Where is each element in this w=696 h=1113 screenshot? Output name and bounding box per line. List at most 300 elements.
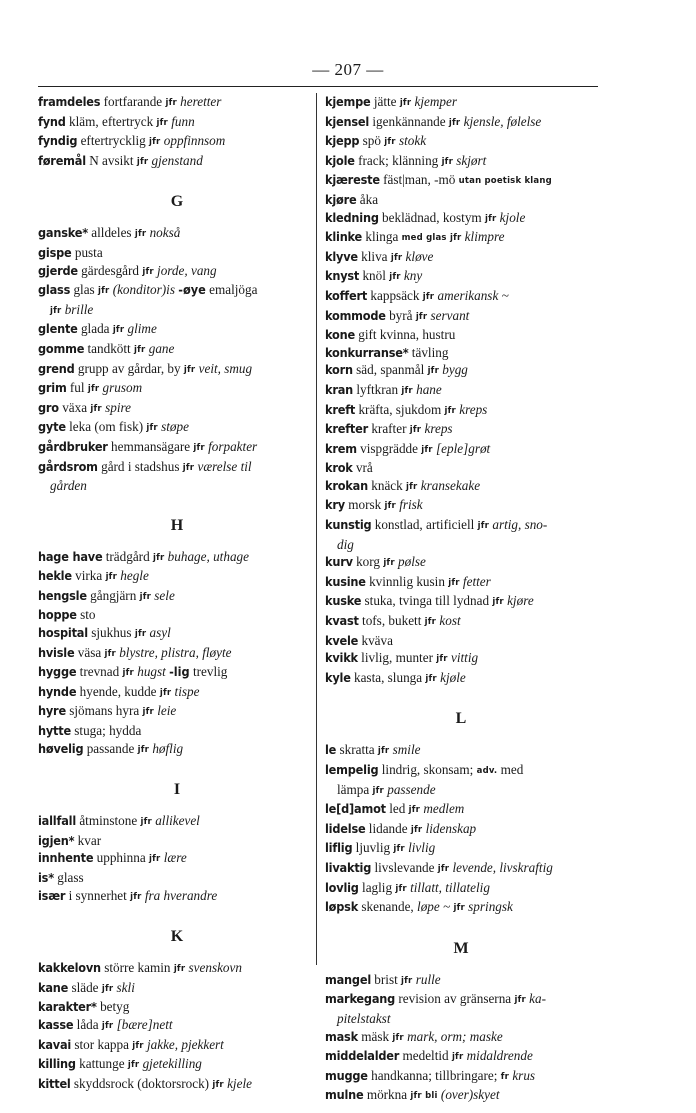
dictionary-entry bbox=[325, 381, 597, 401]
dictionary-entry bbox=[38, 548, 316, 568]
headword: karakter* bbox=[38, 999, 97, 1015]
label: jfr bbox=[87, 384, 100, 395]
headword: hytte bbox=[38, 723, 71, 739]
header-rule bbox=[38, 86, 598, 87]
headword: middelalder bbox=[325, 1048, 400, 1064]
label: jfr bbox=[140, 817, 152, 828]
gloss: vrå bbox=[355, 460, 373, 476]
label: jfr bbox=[389, 272, 401, 283]
headword: hoppe bbox=[38, 607, 77, 623]
dictionary-entry bbox=[325, 1067, 597, 1087]
dictionary-entry bbox=[38, 244, 316, 262]
headword: framdeles bbox=[38, 94, 101, 109]
gloss: kräfta, sjukdom bbox=[358, 401, 442, 417]
label: jfr bbox=[401, 975, 413, 986]
label: jfr bbox=[415, 311, 428, 322]
gloss: laglig bbox=[362, 879, 393, 895]
headword: kommode bbox=[325, 307, 386, 323]
dictionary-entry bbox=[325, 1086, 597, 1106]
entry-continuation bbox=[325, 781, 597, 801]
dictionary-entry bbox=[38, 1036, 316, 1056]
headword: krefter bbox=[325, 421, 369, 437]
label: jfr bbox=[448, 577, 460, 588]
dictionary-entry bbox=[38, 458, 316, 495]
norwegian-ref: høflig bbox=[152, 740, 184, 756]
label: jfr bbox=[127, 1060, 140, 1071]
label: jfr bbox=[408, 805, 421, 816]
gloss: byrå bbox=[389, 307, 413, 323]
headword: lidelse bbox=[325, 820, 366, 836]
gloss: stor kappa bbox=[74, 1036, 129, 1052]
label: jfr bbox=[193, 442, 205, 453]
norwegian-ref: forpakter bbox=[208, 438, 258, 454]
gloss: krafter bbox=[371, 421, 407, 437]
headword: kuske bbox=[325, 593, 362, 609]
dictionary-entry bbox=[325, 307, 597, 327]
label: jfr bbox=[477, 521, 490, 532]
gloss: växa bbox=[62, 399, 88, 415]
headword: konkurranse* bbox=[325, 344, 409, 360]
norwegian-ref: jorde, vang bbox=[157, 262, 217, 278]
headword: kusine bbox=[325, 573, 366, 589]
headword: grim bbox=[38, 380, 67, 396]
dictionary-entry bbox=[325, 516, 597, 553]
headword: kjøre bbox=[325, 191, 357, 207]
dictionary-entry bbox=[325, 820, 597, 840]
label: jfr bbox=[437, 863, 450, 874]
headword: kjole bbox=[325, 152, 355, 168]
dictionary-entry bbox=[325, 649, 597, 669]
headword: mangel bbox=[325, 971, 371, 987]
dictionary-entry bbox=[325, 592, 597, 612]
norwegian-ref: [eple]grøt bbox=[436, 440, 491, 456]
label: jfr bbox=[372, 785, 384, 796]
entry-continuation bbox=[38, 477, 316, 495]
dictionary-entry bbox=[38, 683, 316, 703]
dictionary-entry bbox=[325, 344, 597, 362]
norwegian-ref: passende bbox=[387, 781, 436, 797]
label: jfr bbox=[449, 233, 462, 244]
headword: kvikk bbox=[325, 650, 358, 666]
dictionary-entry bbox=[325, 132, 597, 152]
dictionary-entry bbox=[38, 379, 316, 399]
dictionary-entry bbox=[38, 812, 316, 832]
dictionary-entry bbox=[38, 132, 316, 152]
headword: glente bbox=[38, 321, 78, 337]
gloss: åtminstone bbox=[79, 813, 138, 829]
headword: glass bbox=[38, 282, 71, 298]
gloss: korg bbox=[356, 554, 381, 570]
dictionary-entry bbox=[38, 320, 316, 340]
label: jfr bbox=[441, 156, 453, 167]
norwegian-ref: servant bbox=[430, 307, 470, 323]
dictionary-entry bbox=[325, 477, 597, 497]
headword: kledning bbox=[325, 209, 379, 225]
gloss: åka bbox=[359, 191, 379, 207]
label: jfr bbox=[146, 423, 158, 434]
gloss: livslevande bbox=[374, 859, 435, 875]
gloss: spö bbox=[362, 133, 381, 149]
dictionary-entry bbox=[38, 262, 316, 282]
headword: kreft bbox=[325, 401, 356, 417]
headword: gro bbox=[38, 399, 59, 415]
dictionary-entry bbox=[38, 113, 316, 133]
gloss: trevnad bbox=[79, 664, 120, 680]
gloss: ljuvlig bbox=[355, 840, 391, 856]
headword: killing bbox=[38, 1056, 76, 1072]
gloss: leka (om fisk) bbox=[69, 419, 144, 435]
label: jfr bbox=[421, 444, 433, 455]
dictionary-entry bbox=[325, 209, 597, 229]
dictionary-entry bbox=[38, 644, 316, 664]
headword: kasse bbox=[38, 1016, 74, 1032]
label: jfr bbox=[425, 673, 437, 684]
dictionary-entry bbox=[325, 401, 597, 421]
dictionary-entry bbox=[325, 228, 597, 248]
headword: klyve bbox=[325, 248, 358, 264]
dictionary-entry bbox=[325, 990, 597, 1027]
label: jfr bbox=[101, 1020, 114, 1031]
headword: kunstig bbox=[325, 517, 372, 533]
gloss: jätte bbox=[373, 94, 397, 109]
norwegian-ref: stokk bbox=[398, 133, 427, 149]
dictionary-entry bbox=[325, 898, 597, 918]
norwegian-ref: lidenskap bbox=[425, 820, 477, 836]
headword: kakkelovn bbox=[38, 960, 101, 976]
headword: kvele bbox=[325, 632, 359, 648]
dictionary-entry bbox=[325, 879, 597, 899]
norwegian-ref: mark, orm; maske bbox=[407, 1028, 503, 1044]
norwegian-ref: nokså bbox=[149, 225, 181, 241]
norwegian-ref: veit, smug bbox=[198, 360, 253, 376]
norwegian-ref: tillatt, tillatelig bbox=[410, 879, 490, 895]
compound-headword: -lig bbox=[169, 664, 190, 680]
headword: klinke bbox=[325, 229, 363, 245]
column-divider bbox=[316, 93, 317, 965]
gloss: låda bbox=[76, 1016, 99, 1032]
label: jfr bbox=[410, 824, 423, 835]
dictionary-entry bbox=[325, 971, 597, 991]
headword: føremål bbox=[38, 152, 86, 168]
gloss: N avsikt bbox=[89, 152, 134, 168]
dictionary-entry bbox=[38, 1055, 316, 1075]
headword: kavai bbox=[38, 1036, 72, 1052]
label: jfr bbox=[395, 883, 407, 894]
label: jfr bbox=[50, 305, 62, 316]
entry-continuation bbox=[325, 536, 597, 554]
dictionary-entry bbox=[38, 740, 316, 760]
gloss: led bbox=[389, 801, 406, 817]
label: jfr bbox=[182, 462, 195, 473]
norwegian-ref: funn bbox=[171, 113, 195, 129]
norwegian-ref: værelse til bbox=[197, 458, 252, 474]
headword: mulne bbox=[325, 1087, 364, 1103]
gloss: sjukhus bbox=[91, 625, 132, 641]
norwegian-ref: vittig bbox=[450, 650, 479, 666]
norwegian-ref: spire bbox=[105, 399, 131, 415]
dictionary-entry bbox=[38, 152, 316, 172]
headword: kvast bbox=[325, 613, 359, 629]
norwegian-ref: jakke, pjekkert bbox=[146, 1036, 224, 1052]
gloss: hyende, kudde bbox=[79, 683, 157, 699]
norwegian-ref: [bære]nett bbox=[116, 1016, 173, 1032]
norwegian-ref: heretter bbox=[180, 94, 222, 109]
dictionary-entry bbox=[38, 663, 316, 683]
dictionary-entry bbox=[325, 361, 597, 381]
label: jfr bbox=[122, 668, 134, 679]
headword: markegang bbox=[325, 991, 396, 1007]
label: med glas bbox=[401, 233, 447, 244]
headword: is* bbox=[38, 870, 54, 885]
label: jfr bbox=[112, 325, 125, 336]
dictionary-entry bbox=[325, 93, 597, 113]
headword: innhente bbox=[38, 850, 94, 866]
dictionary-entry bbox=[38, 606, 316, 624]
headword: kran bbox=[325, 381, 354, 397]
gloss: knäck bbox=[371, 477, 403, 493]
headword: krem bbox=[325, 440, 357, 456]
label: jfr bbox=[377, 746, 390, 757]
gloss: i synnerhet bbox=[68, 887, 127, 903]
norwegian-ref: oppfinnsom bbox=[163, 133, 226, 149]
label: jfr bbox=[427, 366, 439, 377]
gloss: tävling bbox=[411, 344, 449, 360]
headword: hengsle bbox=[38, 587, 87, 603]
dictionary-entry bbox=[38, 849, 316, 869]
norwegian-ref: fetter bbox=[462, 573, 491, 589]
headword: le[d]amot bbox=[325, 801, 386, 817]
headword: gispe bbox=[38, 244, 72, 260]
dictionary-entry bbox=[325, 191, 597, 209]
gloss: släde bbox=[71, 979, 99, 995]
dictionary-entry bbox=[325, 612, 597, 632]
gloss: glass bbox=[57, 870, 84, 885]
gloss: handkanna; tillbringare; bbox=[371, 1067, 498, 1083]
norwegian-ref: grusom bbox=[102, 380, 143, 396]
norwegian-ref: gane bbox=[148, 340, 175, 356]
gloss: fortfarande bbox=[103, 94, 163, 109]
gloss: väsa bbox=[77, 644, 102, 660]
gloss: med bbox=[500, 762, 524, 777]
gloss: kväva bbox=[361, 632, 393, 648]
norwegian-ref: frisk bbox=[399, 497, 423, 513]
label: jfr bbox=[137, 744, 150, 755]
headword: grend bbox=[38, 360, 75, 376]
section-letter: I bbox=[173, 781, 181, 799]
headword: kjempe bbox=[325, 94, 371, 109]
label: jfr bbox=[384, 501, 396, 512]
headword: livaktig bbox=[325, 859, 372, 875]
label: jfr bbox=[90, 403, 102, 414]
headword: knyst bbox=[325, 268, 360, 284]
dictionary-entry bbox=[325, 496, 597, 516]
gloss: tandkött bbox=[87, 340, 131, 356]
label: jfr bbox=[142, 707, 154, 718]
headword: korn bbox=[325, 362, 353, 378]
headword: gomme bbox=[38, 340, 85, 356]
label: jfr bbox=[410, 1091, 422, 1102]
section-letter: K bbox=[170, 928, 184, 946]
gloss: trevlig bbox=[192, 664, 228, 680]
norwegian-ref: artig, sno- bbox=[492, 517, 548, 533]
dictionary-entry bbox=[325, 267, 597, 287]
gloss: passande bbox=[86, 740, 135, 756]
norwegian-ref: kost bbox=[439, 613, 461, 629]
norwegian-ref: blystre, plistra, fløyte bbox=[119, 644, 232, 660]
dictionary-entry bbox=[325, 287, 597, 307]
label: jfr bbox=[406, 481, 418, 492]
dictionary-entry bbox=[325, 632, 597, 650]
entry-continuation bbox=[38, 301, 316, 321]
entry-continuation bbox=[325, 1010, 597, 1028]
norwegian-ref: levende, livskraftig bbox=[452, 859, 553, 875]
dictionary-entry bbox=[38, 869, 316, 887]
gloss: stuka, tvinga till lydnad bbox=[364, 593, 490, 609]
label: jfr bbox=[152, 552, 165, 563]
gloss: kvar bbox=[77, 832, 102, 848]
headword: iallfall bbox=[38, 813, 77, 829]
label: jfr bbox=[101, 983, 114, 994]
norwegian-ref: bygg bbox=[442, 362, 468, 378]
label: jfr bbox=[134, 344, 146, 355]
label: jfr bbox=[134, 229, 147, 240]
gloss: betyg bbox=[100, 999, 130, 1015]
norwegian-ref: springsk bbox=[468, 899, 513, 915]
dictionary-entry bbox=[325, 113, 597, 133]
label: jfr bbox=[149, 854, 161, 865]
headword: hynde bbox=[38, 683, 77, 699]
norwegian-ref: kjensle, følelse bbox=[463, 113, 542, 129]
dictionary-entry bbox=[325, 440, 597, 460]
norwegian-ref: kjele bbox=[227, 1075, 252, 1091]
label: utan poetisk klang bbox=[458, 176, 552, 187]
label: bli bbox=[425, 1091, 438, 1102]
gloss: lindrig, skonsam; bbox=[381, 762, 474, 777]
norwegian-ref: ka- bbox=[529, 991, 546, 1007]
label: jfr bbox=[159, 687, 172, 698]
gloss: alldeles bbox=[91, 225, 132, 241]
norwegian-ref: skjørt bbox=[456, 152, 487, 168]
headword: løpsk bbox=[325, 899, 359, 915]
headword: kane bbox=[38, 979, 69, 995]
gloss: knöl bbox=[362, 268, 386, 284]
gloss: igenkännande bbox=[372, 113, 446, 129]
gloss: upphinna bbox=[96, 850, 146, 866]
headword: gjerde bbox=[38, 262, 78, 278]
dictionary-entry bbox=[325, 1028, 597, 1048]
norwegian-ref: løpe ~ bbox=[417, 899, 451, 915]
dictionary-entry bbox=[38, 399, 316, 419]
norwegian-ref: rulle bbox=[415, 971, 441, 987]
norwegian-ref: gården bbox=[50, 478, 87, 494]
label: jfr bbox=[451, 1052, 464, 1063]
dictionary-entry bbox=[325, 420, 597, 440]
norwegian-ref: smile bbox=[392, 742, 421, 758]
norwegian-ref: kjole bbox=[499, 209, 526, 225]
headword: hekle bbox=[38, 568, 72, 584]
headword: kyle bbox=[325, 669, 351, 685]
gloss: kliva bbox=[361, 248, 388, 264]
norwegian-ref: kreps bbox=[459, 401, 488, 417]
label: jfr bbox=[401, 385, 413, 396]
gloss: beklädnad, kostym bbox=[382, 209, 482, 225]
norwegian-ref: midaldrende bbox=[466, 1048, 533, 1064]
norwegian-ref: gjenstand bbox=[151, 152, 203, 168]
gloss: frack; klänning bbox=[358, 152, 439, 168]
headword: le bbox=[325, 742, 337, 758]
dictionary-entry bbox=[38, 624, 316, 644]
gloss: hemmansägare bbox=[111, 438, 191, 454]
dictionary-entry bbox=[38, 887, 316, 907]
dictionary-entry bbox=[325, 800, 597, 820]
label: jfr bbox=[492, 597, 504, 608]
headword: lempelig bbox=[325, 762, 379, 777]
gloss: skenande, bbox=[361, 899, 414, 915]
norwegian-ref: hane bbox=[416, 381, 442, 397]
label: fr bbox=[500, 1071, 510, 1082]
gloss: kvinnlig kusin bbox=[369, 573, 445, 589]
label: jfr bbox=[453, 903, 465, 914]
headword: mask bbox=[325, 1028, 358, 1044]
label: jfr bbox=[514, 995, 526, 1006]
label: jfr bbox=[165, 98, 177, 108]
label: jfr bbox=[136, 156, 149, 167]
gloss: grupp av gårdar, by bbox=[77, 360, 181, 376]
gloss: brist bbox=[374, 971, 398, 987]
norwegian-ref: pølse bbox=[398, 554, 426, 570]
norwegian-ref: kreps bbox=[424, 421, 453, 437]
label: jfr bbox=[484, 213, 497, 224]
gloss: mäsk bbox=[361, 1028, 390, 1044]
gloss: lyftkran bbox=[356, 381, 399, 397]
label: jfr bbox=[383, 558, 395, 569]
dictionary-entry bbox=[325, 248, 597, 268]
dictionary-entry bbox=[325, 459, 597, 477]
headword: krokan bbox=[325, 477, 368, 493]
gloss: kattunge bbox=[79, 1056, 125, 1072]
norwegian-ref: asyl bbox=[149, 625, 171, 641]
norwegian-ref: kransekake bbox=[420, 477, 481, 493]
section-letter: H bbox=[170, 516, 184, 534]
headword: hospital bbox=[38, 625, 88, 641]
norwegian-ref: kny bbox=[403, 268, 423, 284]
gloss: eftertrycklig bbox=[80, 133, 146, 149]
norwegian-ref: svenskovn bbox=[188, 960, 242, 976]
label: jfr bbox=[97, 286, 110, 297]
headword: ganske* bbox=[38, 225, 88, 241]
gloss: morsk bbox=[348, 497, 382, 513]
norwegian-ref: sele bbox=[154, 587, 175, 603]
norwegian-ref: kjøre bbox=[507, 593, 534, 609]
gloss: sjömans hyra bbox=[69, 703, 140, 719]
gloss: klinga bbox=[365, 229, 399, 245]
norwegian-ref: medlem bbox=[423, 801, 465, 817]
gloss: glada bbox=[80, 321, 110, 337]
norwegian-ref: brille bbox=[64, 301, 94, 317]
headword: især bbox=[38, 887, 66, 903]
dictionary-entry bbox=[325, 669, 597, 689]
headword: kjensel bbox=[325, 113, 370, 129]
norwegian-ref: kjemper bbox=[414, 94, 457, 109]
label: jfr bbox=[173, 964, 186, 975]
gloss: virka bbox=[75, 568, 103, 584]
label: jfr bbox=[436, 654, 448, 665]
dictionary-entry bbox=[325, 553, 597, 573]
left-column bbox=[38, 93, 316, 1094]
headword: kry bbox=[325, 497, 345, 513]
headword: hyre bbox=[38, 703, 66, 719]
headword: kone bbox=[325, 327, 355, 343]
